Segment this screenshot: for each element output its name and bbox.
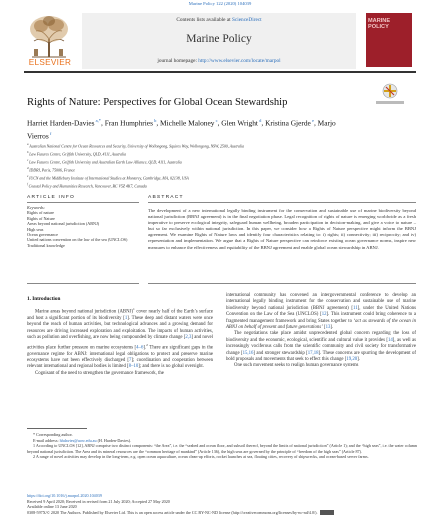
body-right-column	[226, 293, 416, 370]
author-affiliation-mark[interactable]: c	[214, 118, 218, 123]
citation-link[interactable]: 19,20	[346, 357, 358, 363]
footnotes	[27, 432, 417, 460]
abstract-heading: ABSTRACT	[148, 195, 184, 200]
body-text: ]. These deep and distant waters were once beyond the reach of human activities, but technological advances and a growing demand for resources are driving increased exploration and exploitation. The impacts of human activities, such as pollution and overfishing, are now being compounded by climate change [	[27, 316, 213, 341]
body-text: There are significant gaps in the governance regime for ABNJ: international legal obligations to protect and preserve marine ecosystems have not been effectively discharged [	[27, 345, 213, 364]
footnote-rule	[27, 428, 87, 429]
keyword-item: Areas beyond national jurisdiction (ABNJ)	[27, 221, 100, 227]
keyword-item: Rights of Nature	[27, 215, 55, 221]
citation-link[interactable]: 15,16	[242, 350, 254, 356]
online-date: Available online 13 June 2020	[27, 504, 77, 509]
body-paragraph	[226, 363, 416, 369]
citation-link[interactable]: 14	[388, 337, 393, 343]
citation-link[interactable]: 7	[129, 358, 132, 364]
author-affiliation-mark[interactable]: e	[310, 118, 314, 123]
body-text: international community has convened an intergovernmental conference to develop an international legally binding instrument for the conservation and sustainable use of marine biodiversity beyond national jurisdiction (BBNJ agreement) [	[226, 293, 416, 311]
cc-license-icon[interactable]	[320, 510, 334, 515]
abstract-body: The development of a new international legally binding instrument for the conservation and sustainable use of marine biodiversity beyond national jurisdiction (BBNJ agreement) is in the final negotiation phase. Legal recognition of rights of nature is emerging worldwide as a fresh imperative to preserve ecological integrity, safeguard human wellbeing, broaden participation in decision-making, and give a voice to nature – but so far exclusively within national jurisdiction. In this paper, we consider how a Rights of Nature perspective might inform the BBNJ agreement. We examine Rights of Nature laws and identify four characteristics relating to: i) rights; ii) connectivity; iii) reciprocity; and iv) representation and implementation. We argue that a Rights of Nature perspective can reinforce existing ocean governance norms, inspire new measures to enhance the effectiveness and equitability of the BBNJ agreement and enable global ocean stewardship in ABNJ.	[148, 208, 416, 250]
abstract-text	[148, 208, 416, 251]
body-text: ].	[330, 325, 334, 331]
keyword-item: High seas	[27, 226, 44, 232]
journal-reference[interactable]: Marine Policy 122 (2020) 104039	[188, 1, 252, 6]
body-text: ].	[357, 357, 360, 363]
citation-link[interactable]: 1	[124, 316, 128, 321]
body-paragraph	[226, 293, 416, 331]
journal-homepage-link[interactable]: http://www.elsevier.com/locate/marpol	[198, 58, 281, 64]
journal-title: Marine Policy	[186, 33, 252, 45]
citation-link[interactable]: 2,3	[185, 335, 192, 341]
author-list: Harriet Harden-Davies $^{a,*}$, Fran Humphries $^b$, Michelle Maloney $^c$, Glen Wright $^d$, Kristina Gjerde $^e$, Marjo Vierros $^f$	[27, 118, 336, 141]
body-text: ], under the United Nations Convention on the Law of the Sea (UNCLOS) [	[226, 305, 416, 318]
affiliation-item: $^a$ Australian National Centre for Ocean Resources and Security, University of Wollongong, Squires Way, Wollongong, NSW, 2500, Australia	[27, 142, 245, 149]
keyword-item: Ocean governance	[27, 232, 59, 238]
article-info-heading: ARTICLE INFO	[27, 195, 76, 200]
author-name[interactable]: Glen Wright	[221, 118, 258, 128]
citation-link[interactable]: 17,18	[307, 350, 319, 356]
elsevier-tree-logo	[26, 13, 72, 60]
body-text: The negotiations take place amidst unprecedented global concern regarding the loss of biodiversity and the economic, ecological, scientific and cultural value it provides [	[226, 331, 416, 343]
author-name[interactable]: Fran Humphries	[104, 118, 153, 128]
article-title: Rights of Nature: Perspectives for Global Ocean Stewardship	[27, 97, 288, 108]
author-affiliation-mark[interactable]: f	[48, 130, 52, 136]
author-affiliation-mark[interactable]: a,*	[94, 118, 102, 123]
keyword-item: Traditional knowledge	[27, 242, 65, 248]
footnote-2: 2 A range of novel activities may develop in the long-term, e.g. open ocean aquaculture, ocean clean-up efforts, rocket launches at sea, floating cities, recovery of shipwrecks, and ocean-based server farms.	[33, 454, 369, 459]
citation-link[interactable]: 12	[321, 312, 327, 318]
citation-link[interactable]: 11	[353, 305, 358, 311]
keyword-item: United nations convention on the law of the sea (UNCLOS)	[27, 237, 128, 243]
introduction-heading: 1. Introduction	[27, 296, 61, 302]
body-paragraph	[27, 371, 213, 377]
check-for-updates-icon[interactable]	[372, 82, 408, 108]
body-text: [	[322, 325, 326, 331]
publication-info	[27, 493, 417, 515]
author-name[interactable]: Harriet Harden-Davies	[27, 118, 95, 128]
received-dates: Received 9 April 2020; Received in revised form 21 July 2020; Accepted 27 May 2020	[27, 498, 170, 504]
email-label: E-mail address:	[33, 437, 60, 443]
footnote-marker[interactable]: 1	[133, 307, 135, 311]
quoted-text: ‘act as stewards of the ocean in ABNJ on behalf of present and future generations’	[226, 318, 416, 331]
sciencedirect-link[interactable]: ScienceDirect	[231, 17, 262, 23]
cover-title: MARINE POLICY	[368, 18, 391, 30]
body-text: One such movement seeks to realign human governance systems	[234, 363, 359, 369]
keywords-bottom-rule	[27, 283, 139, 284]
email-suffix: (H. Harden-Davies).	[96, 437, 132, 443]
author-affiliation-mark[interactable]: d	[257, 118, 262, 123]
author-email-link[interactable]: hhdavies@uow.edu.au	[59, 437, 97, 443]
homepage-prefix: journal homepage:	[157, 58, 199, 64]
affiliation-item: $^e$ IUCN and the Middlebury Institute of International Studies at Monterey, Cambridge, MA, 02138, USA	[27, 174, 189, 181]
body-paragraph	[226, 331, 416, 363]
citation-link[interactable]: 4–6	[136, 345, 144, 351]
body-text: ]. This instrument could bring coherence to a fragmented management framework and bring States together to	[226, 312, 416, 324]
copyright-text: 0308-597X/© 2020 The Authors. Published by Elsevier Ltd. This is an open access article under the CC BY-NC-ND license (http://creativecommons.org/licenses/by-nc-nd/4.0/).	[27, 509, 318, 515]
author-name[interactable]: Michelle Maloney	[160, 118, 215, 128]
footnote-1: 1 According to UNCLOS [12], ABNJ comprise two distinct components: “the Area”, i.e. the “seabed and ocean floor, and subsoil thereof, beyond the limits of national jurisdiction” (Article 1); and the “high seas”, i.e. the water column beyond national jurisdiction. The Area and its mineral resources are the “common heritage of mankind” (Article 136), the high seas are governed by the principle of “freedom of the high seas” (Article 87).	[27, 443, 417, 454]
copyright-line	[27, 510, 417, 516]
contents-line	[82, 17, 356, 23]
body-text: ] and stronger stewardship [	[253, 350, 308, 356]
body-text: ]; and there is no global oversight.	[138, 364, 204, 370]
author-affiliation-mark[interactable]: b	[152, 118, 157, 123]
article-info-rule	[27, 202, 139, 203]
body-text: ].	[143, 345, 147, 351]
abstract-bottom-rule	[148, 283, 416, 284]
body-left-column	[27, 306, 213, 377]
affiliation-item: $^c$ Law Futures Centre, Griffith University and Australian Earth Law Alliance, QLD, 4111, Australia	[27, 158, 182, 165]
keyword-item: Rights of nature	[27, 210, 54, 216]
citation-link[interactable]: 8–10	[128, 364, 139, 370]
body-text: ], as well as increasingly vociferous calls from the scientific community and civil society for transformative change [	[226, 337, 416, 356]
contents-prefix: Contents lists available at	[176, 17, 232, 23]
body-text: ]. These concerns are spurring the development of bold proposals and movements that seek to effect this change [	[226, 350, 416, 363]
abstract-rule	[148, 202, 416, 203]
doi-link[interactable]: https://doi.org/10.1016/j.marpol.2020.104039	[27, 493, 102, 498]
publisher-wordmark[interactable]: ELSEVIER	[28, 58, 72, 67]
body-paragraph	[27, 306, 213, 371]
body-text: cover nearly half of the Earth’s surface and host a significant portion of its biodiversity [	[27, 309, 214, 321]
body-text: Marine areas beyond national jurisdiction (ABNJ)	[35, 309, 134, 315]
body-text: Cognisant of the need to strengthen the governance framework, the	[35, 370, 164, 376]
author-name[interactable]: Marjo Vierros	[27, 118, 336, 141]
keywords-label: Keywords:	[27, 205, 45, 210]
affiliation-list	[27, 142, 417, 190]
body-text: ] and novel activities place further pressure on marine ecosystems [	[27, 335, 213, 351]
citation-link[interactable]: 13	[325, 325, 331, 331]
footnote-marker[interactable]: 2	[146, 342, 148, 347]
homepage-line	[82, 58, 356, 64]
body-text: ]; coordination and cooperation between relevant international and regional bodies is limited [	[27, 358, 213, 370]
affiliation-item: $^d$ IDDRI, Paris, 75006, France	[27, 166, 76, 173]
affiliation-item: $^b$ Law Futures Centre, Griffith University, QLD, 4111, Australia	[27, 150, 127, 157]
affiliation-item: $^f$ Coastal Policy and Humanities Research, Vancouver, BC V5Z 4K7, Canada	[27, 182, 147, 189]
corresponding-note: * Corresponding author.	[33, 432, 73, 437]
keywords-block	[27, 205, 137, 248]
author-name[interactable]: Kristina Gjerde	[265, 118, 311, 128]
masthead-rule	[24, 71, 416, 73]
